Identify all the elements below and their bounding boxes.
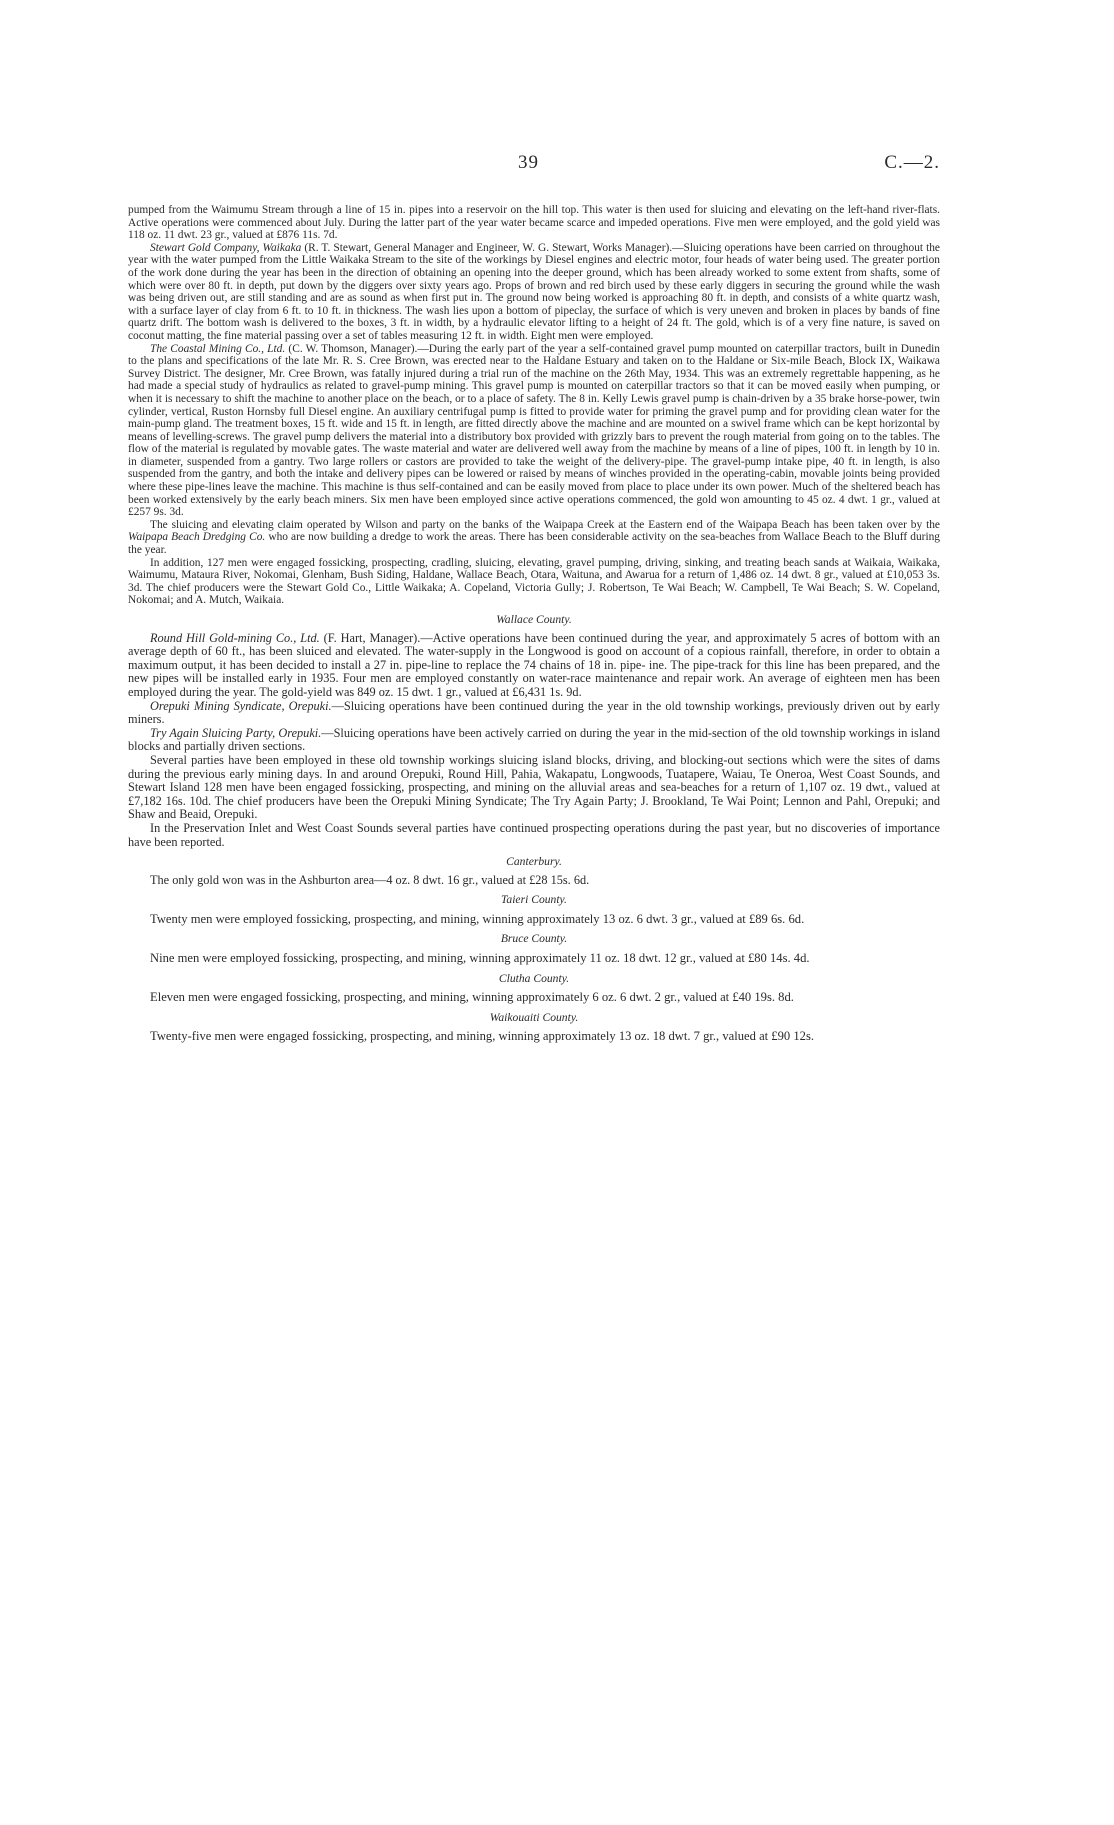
waikouaiti-section bbox=[128, 1029, 940, 1044]
paragraph-clutha: Eleven men were engaged fossicking, prospecting, and mining, winning approximately 6 oz. 6 dwt. 2 gr., valued at £40 19s. 8d. bbox=[150, 990, 794, 1005]
paragraph-summary-southland: In addition, 127 men were engaged fossicking, prospecting, cradling, sluicing, elevating, gravel pumping, driving, sinking, and treating beach sands at Waikaia, Waikaka, Waimumu, Mataura River, Nokomai, Glenham, Bush Siding, Haldane, Wallace Beach, Otara, Waituna, and Awarua for a return of 1,486 oz. 14 dwt. 8 gr., valued at £10,053 3s. 3d. The chief producers were the Stewart Gold Co., Little Waikaka; A. Copeland, Victoria Gully; J. Robertson, Te Wai Beach; W. Campbell, Te Wai Beach; S. W. Copeland, Nokomai; and A. Mutch, Waikaia. bbox=[128, 556, 940, 607]
paragraph-orepuki-syndicate bbox=[128, 700, 940, 727]
document-reference: C.—2. bbox=[884, 152, 940, 173]
paragraph-try-again bbox=[128, 727, 940, 754]
wallace-section bbox=[128, 632, 940, 850]
company-name-try-again: Try Again Sluicing Party, Orepuki. bbox=[150, 725, 322, 740]
paragraph-waimumu: pumped from the Waimumu Stream through a line of 15 in. pipes into a reservoir on the hill top. This water is then used for sluicing and elevating on the left-hand river-flats. Active operations were commenced about July. During the latter part of the year water became scarce and impeded operations. Five men were employed, and the gold yield was 118 oz. 11 dwt. 23 gr., valued at £876 11s. 7d. bbox=[128, 204, 940, 242]
bruce-section bbox=[128, 951, 940, 966]
heading-clutha-county: Clutha County. bbox=[498, 971, 570, 985]
paragraph-waikouaiti: Twenty-five men were engaged fossicking, prospecting, and mining, winning approximately 13 oz. 18 dwt. 7 gr., valued at £90 12s. bbox=[150, 1029, 814, 1044]
heading-taieri-county: Taieri County. bbox=[501, 893, 567, 907]
clutha-section bbox=[128, 990, 940, 1005]
heading-canterbury: Canterbury. bbox=[506, 855, 562, 869]
company-name-coastal: The Coastal Mining Co., Ltd. bbox=[150, 342, 286, 355]
heading-wallace-county: Wallace County. bbox=[496, 613, 572, 626]
company-name-waipapa: Waipapa Beach Dredging Co. bbox=[128, 531, 266, 544]
heading-waikouaiti-county: Waikouaiti County. bbox=[489, 1010, 579, 1024]
paragraph-stewart-text: (R. T. Stewart, General Manager and Engineer, W. G. Stewart, Works Manager).—Sluicing operations have been carried on throughout the year with the water pumped from the Little Waikaka Stream to the site of the workings by Diesel engines and electric motor, four heads of water being used. The greater portion of the work done during the year has been in the direction of obtaining an opening into the deeper ground, which has been already worked to some extent from shafts, some of which were over 80 ft. in depth, put down by the diggers over sixty years ago. Props of brown and red birch used by these early diggers in securing the ground while the wash was being driven out, are still standing and are as sound as when first put in. The ground now being worked is approaching 80 ft. in depth, and consists of a white quartz wash, with a surface layer of clay from 6 ft. to 10 ft. in thickness. The wash lies upon a bottom of pipeclay, the surface of which is very uneven and broken in places by bands of fine quartz drift. The bottom wash is delivered to the boxes, 3 ft. in width, by a hydraulic elevator lifting to a height of 24 ft. The gold, which is of a very fine nature, is saved on coconut matting, the fine material passing over a set of tables measuring 12 ft. in width. Eight men were employed. bbox=[128, 241, 940, 342]
paragraph-township-workings: Several parties have been employed in these old township workings sluicing island blocks, driving, and blocking-out sections which were the sites of dams during the previous early mining days. In and around Orepuki, Round Hill, Pahia, Wakapatu, Longwoods, Tuatapere, Waiau, Te Oneroa, West Coast Sounds, and Stewart Island 128 men have been engaged fossicking, prospecting, and mining on the alluvial areas and sea-beaches for a return of 1,107 oz. 19 dwt., valued at £7,182 16s. 10d. The chief producers have been the Orepuki Mining Syndicate; The Try Again Party; J. Brookland, Te Wai Point; Lennon and Pahl, Orepuki; and Shaw and Beaid, Orepuki. bbox=[128, 752, 940, 822]
canterbury-section bbox=[128, 874, 940, 888]
company-name-round-hill: Round Hill Gold-mining Co., Ltd. bbox=[150, 630, 320, 645]
paragraph-bruce: Nine men were employed fossicking, prospecting, and mining, winning approximately 11 oz. 18 dwt. 12 gr., valued at £80 14s. 4d. bbox=[150, 951, 810, 966]
paragraph-try-again-text: —Sluicing operations have been actively carried on during the year in the mid-section of the old township workings in island blocks and partially driven sections. bbox=[128, 725, 941, 754]
paragraph-round-hill-text: (F. Hart, Manager).—Active operations have been continued during the year, and approximately 5 acres of bottom with an average depth of 60 ft., has been sluiced and elevated. The water-supply in the Longwood is good on account of a copious rainfall, therefore, in order to obtain a maximum output, it has been decided to install a 27 in. pipe-line to replace the 74 chains of 18 in. pipe- ine. The pipe-track for this line has been prepared, and the new pipes will be installed early in 1935. Four men are employed constantly on water-race maintenance and repair work. An average of eighteen men has been employed during the year. The gold-yield was 849 oz. 15 dwt. 1 gr., valued at £6,431 1s. 9d. bbox=[128, 630, 940, 699]
company-name-orepuki: Orepuki Mining Syndicate, Orepuki. bbox=[150, 698, 332, 713]
paragraph-orepuki-text: —Sluicing operations have been continued during the year in the old township workings, previously driven out by early miners. bbox=[128, 698, 940, 727]
taieri-section bbox=[128, 912, 940, 927]
company-name-stewart: Stewart Gold Company, Waikaka bbox=[150, 241, 302, 254]
paragraph-waipapa-text-a: The sluicing and elevating claim operated by Wilson and party on the banks of the Waipapa Creek at the Eastern end of the Waipapa Beach has been taken over by the bbox=[150, 518, 940, 531]
paragraph-preservation-inlet: In the Preservation Inlet and West Coast Sounds several parties have continued prospecting operations during the past year, but no discoveries of importance have been reported. bbox=[128, 820, 940, 849]
paragraph-ashburton: The only gold won was in the Ashburton area—4 oz. 8 dwt. 16 gr., valued at £28 15s. 6d. bbox=[150, 872, 590, 887]
paragraph-round-hill bbox=[128, 632, 940, 700]
paragraph-waipapa bbox=[128, 519, 940, 557]
body-text bbox=[128, 204, 940, 1044]
paragraph-waipapa-text-b: who are now building a dredge to work the areas. There has been considerable activity on the sea-beaches from Wallace Beach to the Bluff during the year. bbox=[128, 531, 940, 557]
paragraph-coastal-mining bbox=[128, 343, 940, 519]
paragraph-taieri: Twenty men were employed fossicking, prospecting, and mining, winning approximately 13 oz. 6 dwt. 3 gr., valued at £89 6s. 6d. bbox=[150, 911, 805, 926]
page-number: 39 bbox=[518, 152, 539, 173]
heading-bruce-county: Bruce County. bbox=[500, 932, 568, 946]
paragraph-coastal-text: (C. W. Thomson, Manager).—During the early part of the year a self-contained gravel pump mounted on caterpillar tractors, built in Dunedin to the plans and specifications of the late Mr. R. S. Cree Brown, was erected near to the Haldane Estuary and taken on to the Haldane or Six-mile Beach, Block IX, Waikawa Survey District. The designer, Mr. Cree Brown, was fatally injured during a trial run of the machine on the 26th May, 1934. This was an extremely regrettable happening, as he had made a special study of hydraulics as related to gravel-pump mining. This gravel pump is mounted on caterpillar tractors so that it can be moved easily when pumping, or when it is necessary to shift the machine to another place on the beach, or to a place of safety. The 8 in. Kelly Lewis gravel pump is chain-driven by a 35 brake horse-power, twin cylinder, vertical, Ruston Hornsby full Diesel engine. An auxiliary centrifugal pump is fitted to provide water for priming the gravel pump and for providing clean water for the main-pump gland. The treatment boxes, 15 ft. wide and 15 ft. in length, are fitted directly above the machine and are mounted on a swivel frame which can be kept horizontal by means of levelling-screws. The gravel pump delivers the material into a distributory box provided with grizzly bars to prevent the rough material from going on to the tables. The flow of the material is regulated by movable gates. The waste material and water are delivered well away from the machine by means of a line of pipes, 100 ft. in length by 10 in. in diameter, suspended from a gantry. Two large rollers or castors are provided to take the weight of the delivery-pipe. The gravel-pump intake pipe, 40 ft. in length, is also suspended from the gantry, and both the intake and delivery pipes can be lowered or raised by means of winches provided in the operating-cabin, movable joints being provided where these pipe-lines leave the machine. This machine is thus self-contained and can be easily moved from place to place under its own power. Much of the sheltered beach has been worked extensively by the early beach miners. Six men have been employed since active operations commenced, the gold won amounting to 45 oz. 4 dwt. 1 gr., valued at £257 9s. 3d. bbox=[128, 342, 941, 519]
paragraph-stewart-gold bbox=[128, 242, 940, 343]
